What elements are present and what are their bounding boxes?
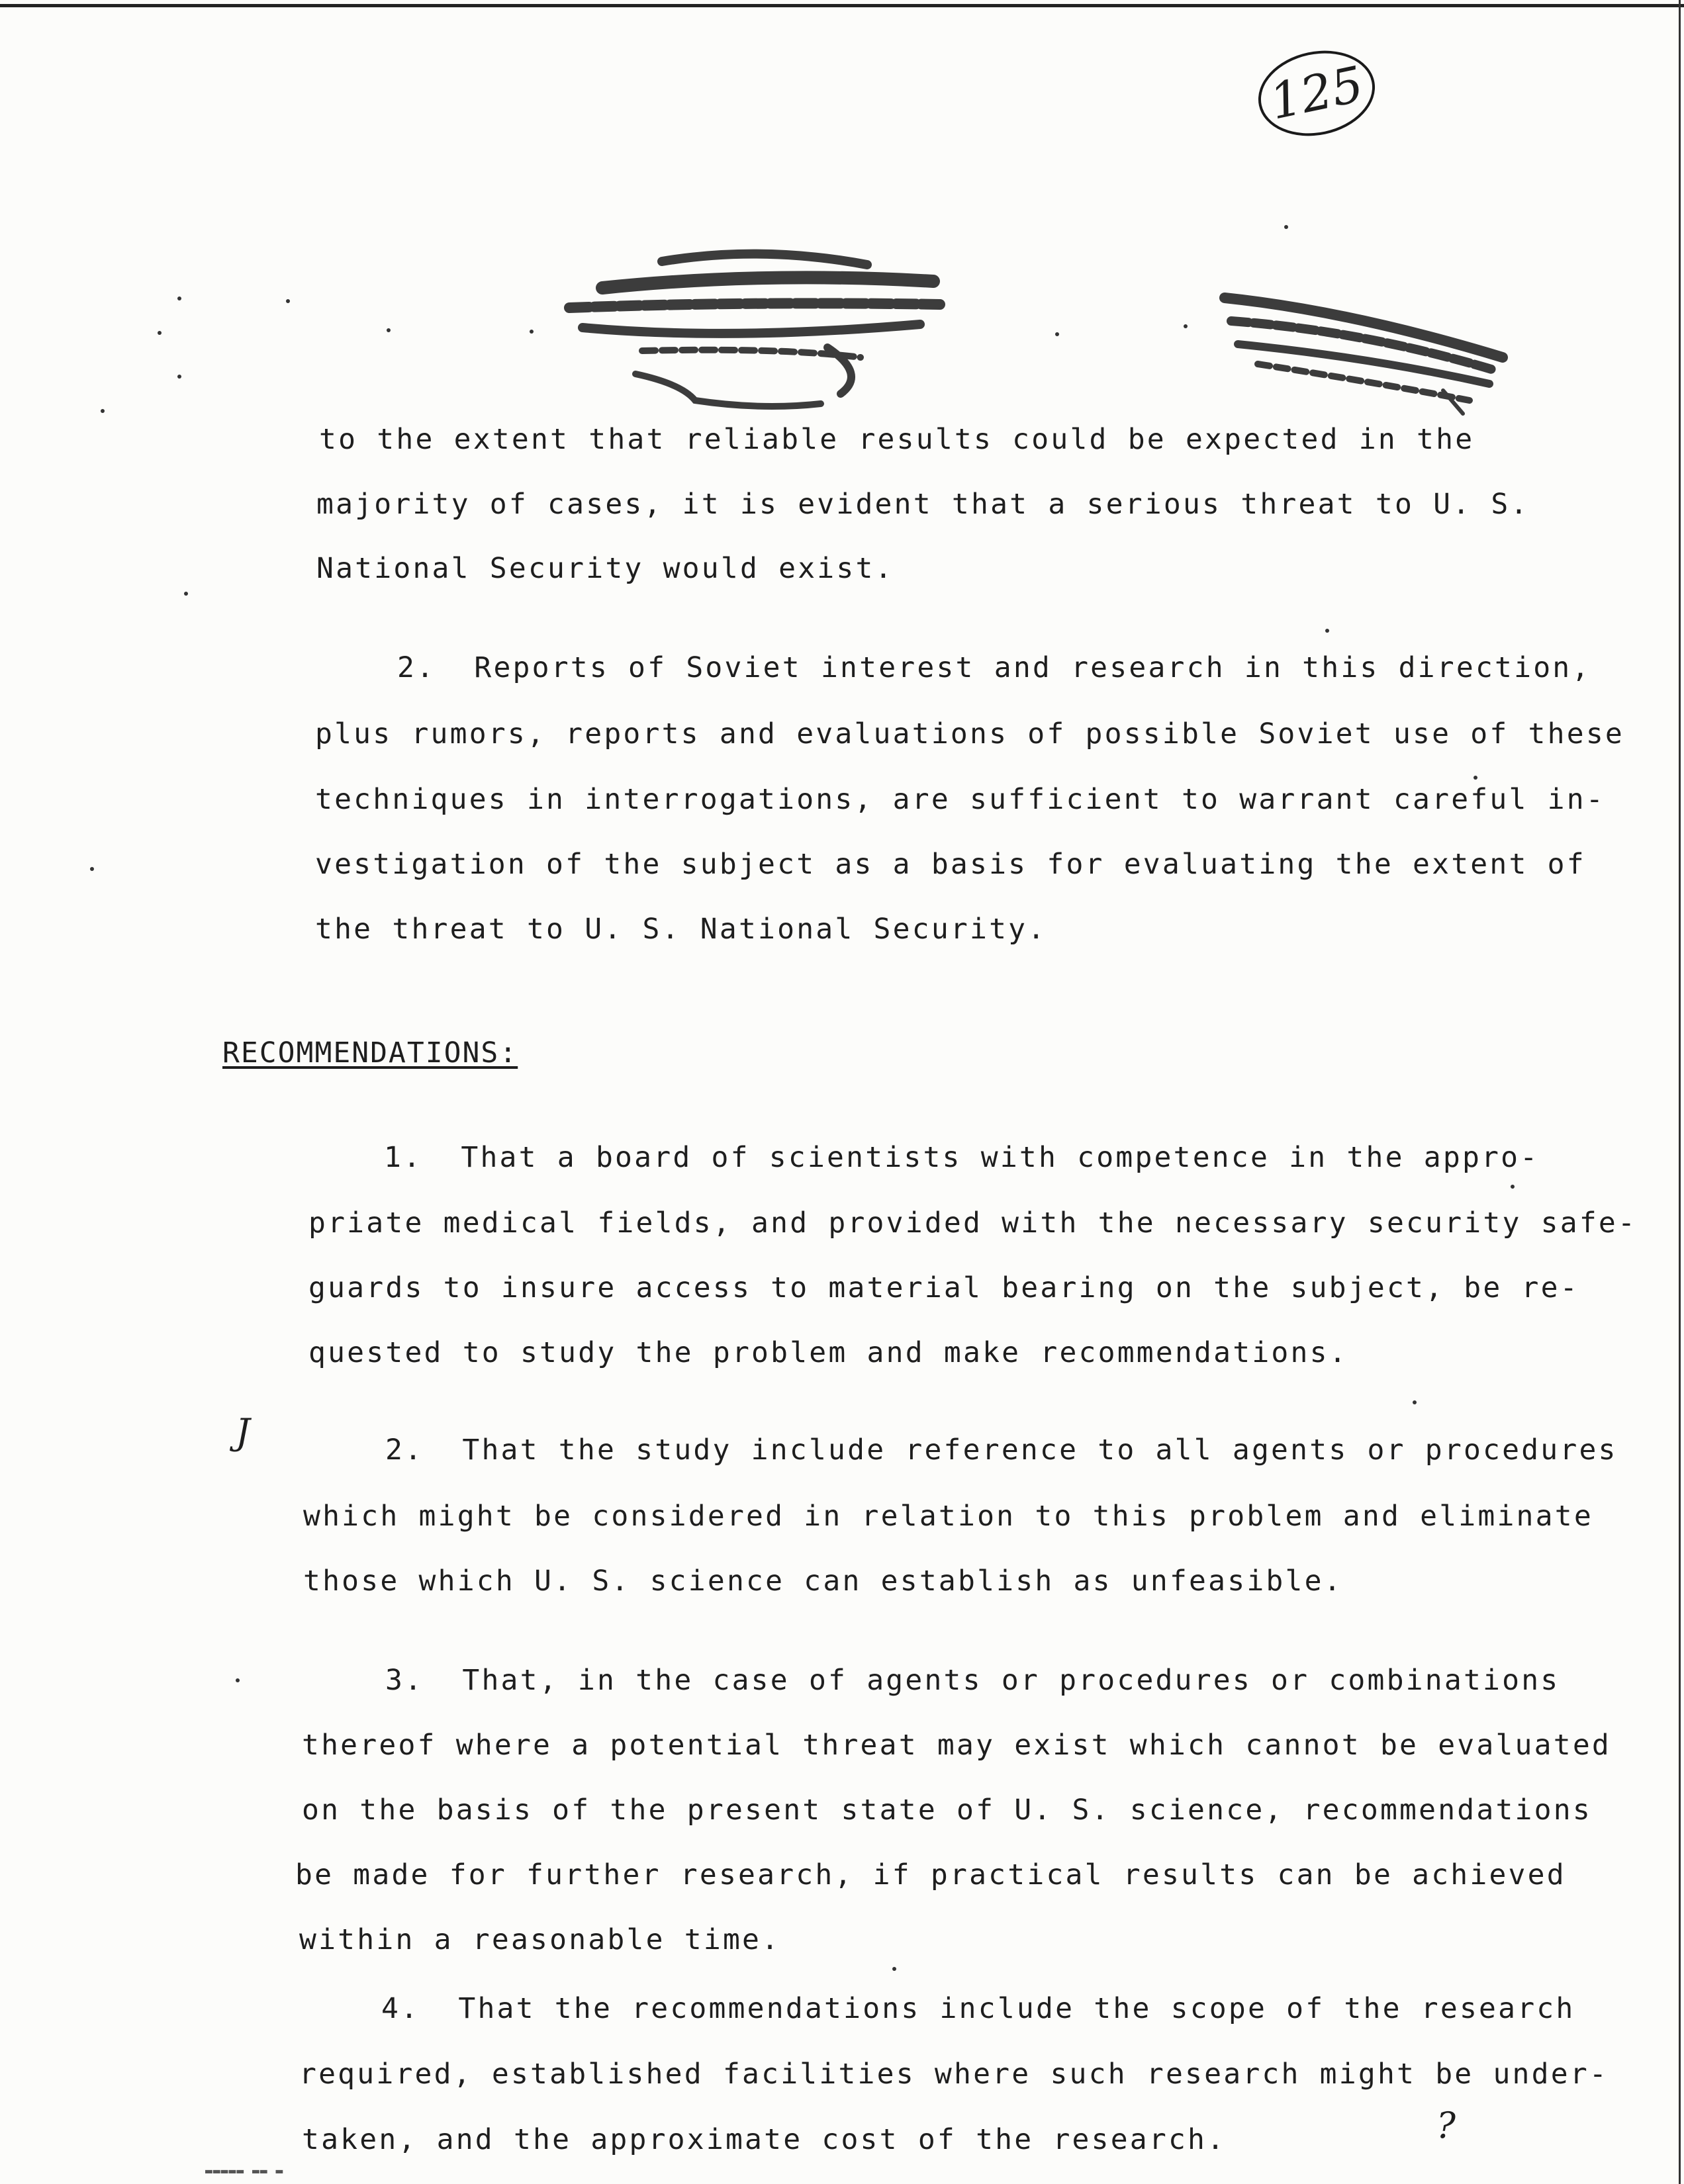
speck (101, 409, 105, 413)
recommendations-heading: RECOMMENDATIONS: (222, 1036, 518, 1069)
text-line: 3. That, in the case of agents or procedures or combinations (385, 1664, 1560, 1697)
speck (184, 592, 188, 596)
speck (1184, 324, 1188, 328)
speck (1413, 1400, 1417, 1404)
text-line: quested to study the problem and make recommendations. (308, 1336, 1348, 1369)
speck (177, 296, 181, 300)
speck (1511, 1185, 1515, 1189)
redaction-mark-left (563, 242, 953, 420)
margin-mark-question: ? (1436, 2105, 1456, 2146)
text-line: required, established facilities where such research might be under- (299, 2058, 1609, 2091)
text-line: priate medical fields, and provided with the necessary security safe- (308, 1206, 1638, 1240)
text-line: 1. That a board of scientists with competence in the appro- (384, 1141, 1540, 1174)
text-line: be made for further research, if practical results can be achieved (295, 1858, 1566, 1891)
text-line: vestigation of the subject as a basis for evaluating the extent of (315, 848, 1586, 881)
speck (236, 1678, 240, 1682)
text-line: 2. Reports of Soviet interest and research in this direction, (397, 651, 1591, 684)
speck (1284, 225, 1288, 229)
scan-artifact-footer: ▬▬▬▬▬ ▬▬ ▬ (205, 2164, 284, 2178)
speck (1055, 332, 1059, 336)
speck (1325, 629, 1329, 633)
top-border-line (0, 4, 1684, 7)
speck (177, 375, 181, 379)
text-line: to the extent that reliable results could be expected in the (319, 423, 1475, 456)
speck (158, 331, 162, 335)
right-border-line (1679, 0, 1681, 2184)
redaction-mark-right (1218, 285, 1509, 430)
speck (286, 299, 290, 303)
page-number-circled: 125 (1250, 40, 1383, 146)
text-line: the threat to U. S. National Security. (315, 913, 1047, 946)
text-line: on the basis of the present state of U. S. science, recommendations (302, 1794, 1592, 1827)
text-line: 4. That the recommendations include the scope of the research (381, 1992, 1575, 2025)
text-line: thereof where a potential threat may exist which cannot be evaluated (302, 1729, 1611, 1762)
text-line: which might be considered in relation to this problem and eliminate (303, 1500, 1593, 1533)
margin-mark-j: J (236, 1411, 250, 1453)
text-line: taken, and the approximate cost of the research. (302, 2123, 1227, 2156)
speck (530, 330, 534, 334)
text-line: within a reasonable time. (299, 1923, 781, 1956)
text-line: techniques in interrogations, are sufficient to warrant careful in- (315, 783, 1605, 816)
text-line: 2. That the study include reference to all agents or procedures (385, 1433, 1618, 1467)
text-line: National Security would exist. (316, 552, 894, 585)
text-line: guards to insure access to material bearing on the subject, be re- (308, 1271, 1579, 1304)
speck (892, 1967, 896, 1971)
speck (90, 867, 94, 871)
text-line: majority of cases, it is evident that a serious threat to U. S. (316, 488, 1530, 521)
speck (1474, 776, 1477, 780)
speck (387, 328, 391, 332)
text-line: plus rumors, reports and evaluations of possible Soviet use of these (315, 717, 1624, 751)
text-line: those which U. S. science can establish as unfeasible. (303, 1565, 1343, 1598)
